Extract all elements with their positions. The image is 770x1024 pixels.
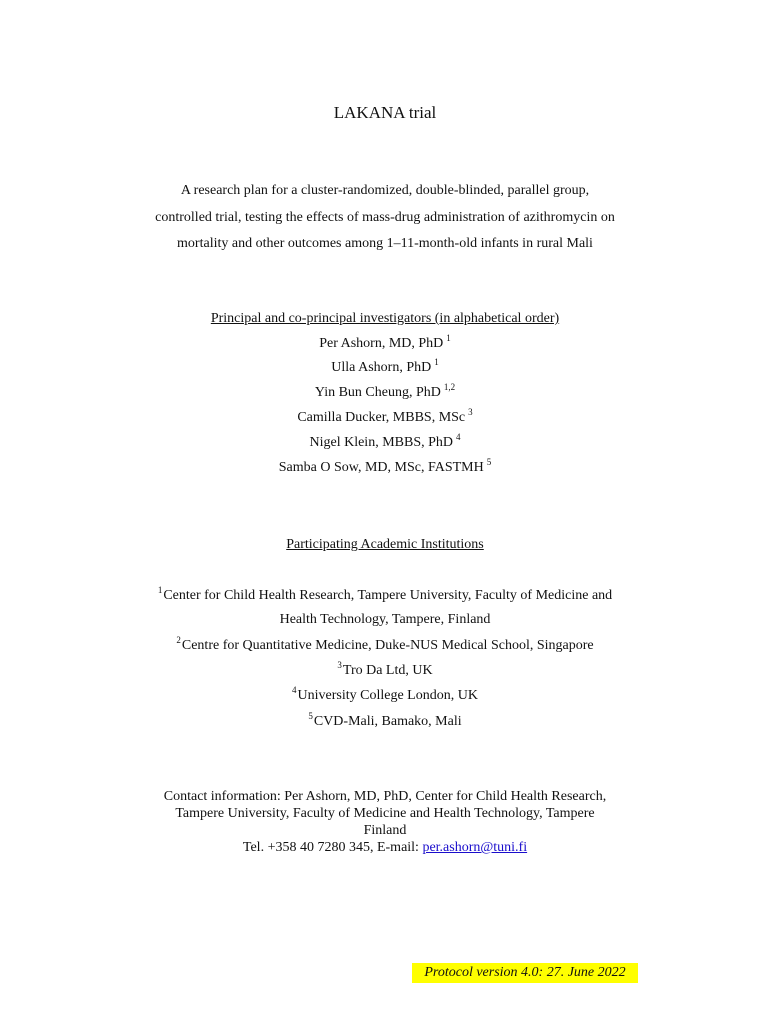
protocol-version-badge: Protocol version 4.0: 27. June 2022 <box>412 963 638 983</box>
institution-sup: 2 <box>176 635 181 646</box>
affiliation-sup: 1 <box>446 333 451 344</box>
institution-sup: 1 <box>157 585 163 596</box>
institution-sup: 3 <box>337 660 342 671</box>
investigator-6 <box>0 457 770 476</box>
affiliation-sup: 4 <box>456 432 461 443</box>
contact-line-4 <box>0 839 770 856</box>
contact-line-3: Finland <box>363 823 407 838</box>
subtitle-line-2: controlled trial, testing the effects of mass-drug administration of azithromycin on <box>155 210 615 225</box>
institution-5 <box>0 711 770 730</box>
affiliation-sup: 3 <box>468 407 473 418</box>
investigator-name: Samba O Sow, MD, MSc, FASTMH <box>278 460 484 475</box>
contact-tel: Tel. +358 40 7280 345, E-mail: <box>242 840 423 855</box>
affiliation-sup: 1,2 <box>443 382 456 393</box>
institution-text: University College London, UK <box>297 688 478 703</box>
contact-line-1: Contact information: Per Ashorn, MD, PhD, Center for Child Health Research, <box>163 789 607 804</box>
investigator-2 <box>0 357 770 376</box>
institution-3 <box>0 660 770 679</box>
investigator-5 <box>0 432 770 451</box>
investigators-heading: Principal and co-principal investigators (in alphabetical order) <box>210 311 560 326</box>
investigator-name: Ulla Ashorn, PhD <box>331 360 432 375</box>
affiliation-sup: 5 <box>486 457 492 468</box>
investigator-name: Camilla Ducker, MBBS, MSc <box>297 410 466 425</box>
document-title: LAKANA trial <box>333 103 437 122</box>
institution-sup: 4 <box>292 685 297 696</box>
investigator-name: Per Ashorn, MD, PhD <box>319 336 444 351</box>
investigator-1 <box>0 333 770 352</box>
institution-1-cont: Health Technology, Tampere, Finland <box>279 612 491 627</box>
institution-text: Centre for Quantitative Medicine, Duke-NUS Medical School, Singapore <box>181 638 594 653</box>
institution-1 <box>0 585 770 604</box>
institution-text: Center for Child Health Research, Tampere University, Faculty of Medicine and <box>163 588 613 603</box>
investigator-3 <box>0 382 770 401</box>
contact-line-2: Tampere University, Faculty of Medicine and Health Technology, Tampere <box>175 806 595 821</box>
affiliation-sup: 1 <box>434 357 439 368</box>
investigator-4 <box>0 407 770 426</box>
subtitle-line-3: mortality and other outcomes among 1–11-month-old infants in rural Mali <box>177 236 593 251</box>
email-link[interactable]: per.ashorn@tuni.fi <box>422 840 528 855</box>
institutions-heading: Participating Academic Institutions <box>286 537 484 552</box>
institution-text: CVD-Mali, Bamako, Mali <box>313 714 462 729</box>
institution-4 <box>0 685 770 704</box>
institution-text: Tro Da Ltd, UK <box>342 663 433 678</box>
institution-sup: 5 <box>308 711 313 722</box>
investigator-name: Yin Bun Cheung, PhD <box>314 385 441 400</box>
subtitle-line-1: A research plan for a cluster-randomized, double-blinded, parallel group, <box>180 183 590 198</box>
institution-2 <box>0 635 770 654</box>
investigator-name: Nigel Klein, MBBS, PhD <box>309 435 453 450</box>
